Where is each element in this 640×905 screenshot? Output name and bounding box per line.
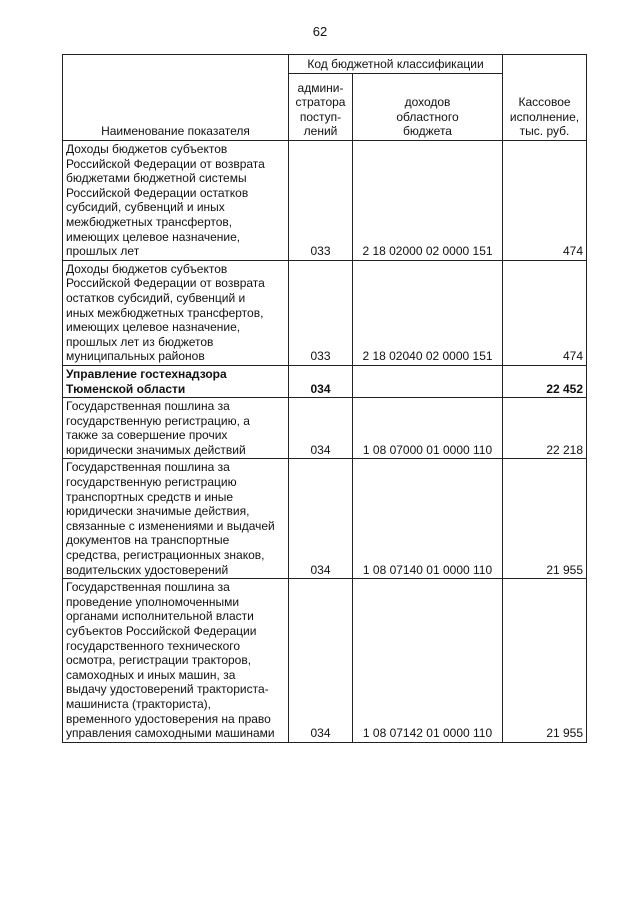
- indicator-name-line: бюджетами бюджетной системы: [66, 171, 247, 186]
- indicator-name-line: юридически значимых действий: [66, 442, 246, 457]
- cash-execution-amount: 22 218: [503, 398, 587, 459]
- indicator-name-line: остатков субсидий, субвенций и: [66, 290, 246, 305]
- table-row: [63, 579, 587, 743]
- indicator-name: [63, 260, 289, 365]
- cash-execution-amount: 474: [503, 260, 587, 365]
- indicator-name-line: Государственная пошлина за: [66, 399, 230, 414]
- income-code: 2 18 02040 02 0000 151: [353, 260, 503, 365]
- indicator-name-line: Государственная пошлина за: [66, 580, 230, 595]
- indicator-name-line: Тюменской области: [66, 381, 186, 396]
- indicator-name-line: имеющих целевое назначение,: [66, 320, 241, 335]
- income-code: 1 08 07140 01 0000 110: [353, 459, 503, 579]
- administrator-code: 034: [289, 579, 353, 743]
- indicator-name-line: временного удостоверения на право: [66, 711, 271, 726]
- header-income-line: областного: [396, 109, 459, 124]
- header-name: Наименование показателя: [63, 55, 289, 141]
- indicator-name-line: прошлых лет из бюджетов: [66, 334, 214, 349]
- table-row: [63, 260, 587, 365]
- header-amount-line: тыс. руб.: [519, 124, 570, 139]
- header-admin-line: стратора: [295, 95, 346, 110]
- indicator-name-line: Российской Федерации от возврата: [66, 276, 265, 291]
- administrator-code: 034: [289, 459, 353, 579]
- header-income-line: доходов: [404, 95, 451, 110]
- indicator-name-line: осмотра, регистрации тракторов,: [66, 653, 252, 668]
- header-admin-line: лений: [303, 124, 338, 139]
- indicator-name-line: связанные с изменениями и выдачей: [66, 518, 275, 533]
- indicator-name-line: государственного технического: [66, 638, 241, 653]
- administrator-code: 034: [289, 398, 353, 459]
- header-amount: [503, 55, 587, 141]
- header-income: [353, 74, 503, 141]
- indicator-name-line: Российской Федерации остатков: [66, 185, 249, 200]
- table-row: [63, 141, 587, 261]
- indicator-name-line: субсидий, субвенций и иных: [66, 200, 225, 215]
- indicator-name-line: машиниста (тракториста),: [66, 696, 211, 711]
- cash-execution-amount: 21 955: [503, 579, 587, 743]
- administrator-code: 034: [289, 365, 353, 397]
- indicator-name-line: прошлых лет: [66, 244, 140, 259]
- cash-execution-amount: 22 452: [503, 365, 587, 397]
- indicator-name: [63, 398, 289, 459]
- indicator-name-line: юридически значимые действия,: [66, 504, 250, 519]
- indicator-name: [63, 459, 289, 579]
- indicator-name-line: муниципальных районов: [66, 349, 205, 364]
- indicator-name: [63, 579, 289, 743]
- header-amount-line: Кассовое: [518, 95, 571, 110]
- header-admin-line: админи-: [297, 80, 344, 95]
- indicator-name-line: межбюджетных трансфертов,: [66, 214, 233, 229]
- administrator-code: 033: [289, 141, 353, 261]
- cash-execution-amount: 21 955: [503, 459, 587, 579]
- indicator-name-line: выдачу удостоверений тракториста-: [66, 682, 269, 697]
- table-body: [63, 141, 587, 743]
- table-row: [63, 459, 587, 579]
- header-classification: Код бюджетной классификации: [289, 55, 503, 74]
- table-row: [63, 398, 587, 459]
- indicator-name-line: Управление гостехнадзора: [66, 366, 227, 381]
- indicator-name-line: средства, регистрационных знаков,: [66, 548, 265, 563]
- header-amount-line: исполнение,: [509, 109, 580, 124]
- income-code: 1 08 07000 01 0000 110: [353, 398, 503, 459]
- page-number: 62: [312, 24, 328, 39]
- indicator-name-line: документов на транспортные: [66, 533, 230, 548]
- indicator-name-line: водительских удостоверений: [66, 562, 229, 577]
- indicator-name-line: иных межбюджетных трансфертов,: [66, 305, 264, 320]
- cash-execution-amount: 474: [503, 141, 587, 261]
- indicator-name-line: имеющих целевое назначение,: [66, 229, 241, 244]
- income-code: 2 18 02000 02 0000 151: [353, 141, 503, 261]
- indicator-name-line: транспортных средств и иные: [66, 489, 234, 504]
- header-admin-line: поступ-: [299, 109, 342, 124]
- indicator-name-line: проведение уполномоченными: [66, 594, 240, 609]
- indicator-name-line: Российской Федерации от возврата: [66, 156, 265, 171]
- header-admin: [289, 74, 353, 141]
- indicator-name-line: государственную регистрацию: [66, 475, 237, 490]
- indicator-name-line: управления самоходными машинами: [66, 726, 275, 741]
- indicator-name-line: самоходных и иных машин, за: [66, 667, 236, 682]
- indicator-name: [63, 365, 289, 397]
- indicator-name-line: Доходы бюджетов субъектов: [66, 142, 228, 156]
- income-code: [353, 365, 503, 397]
- indicator-name: [63, 141, 289, 261]
- indicator-name-line: Доходы бюджетов субъектов: [66, 261, 228, 276]
- indicator-name-line: субъектов Российской Федерации: [66, 624, 257, 638]
- indicator-name-line: Государственная пошлина за: [66, 460, 230, 475]
- budget-table: [62, 54, 587, 743]
- administrator-code: 033: [289, 260, 353, 365]
- indicator-name-line: также за совершение прочих: [66, 428, 228, 443]
- indicator-name-line: органами исполнительной власти: [66, 609, 254, 624]
- header-row-1: [63, 55, 587, 74]
- header-income-line: бюджета: [403, 124, 452, 139]
- indicator-name-line: государственную регистрацию, а: [66, 413, 250, 428]
- income-code: 1 08 07142 01 0000 110: [353, 579, 503, 743]
- table-row: [63, 365, 587, 397]
